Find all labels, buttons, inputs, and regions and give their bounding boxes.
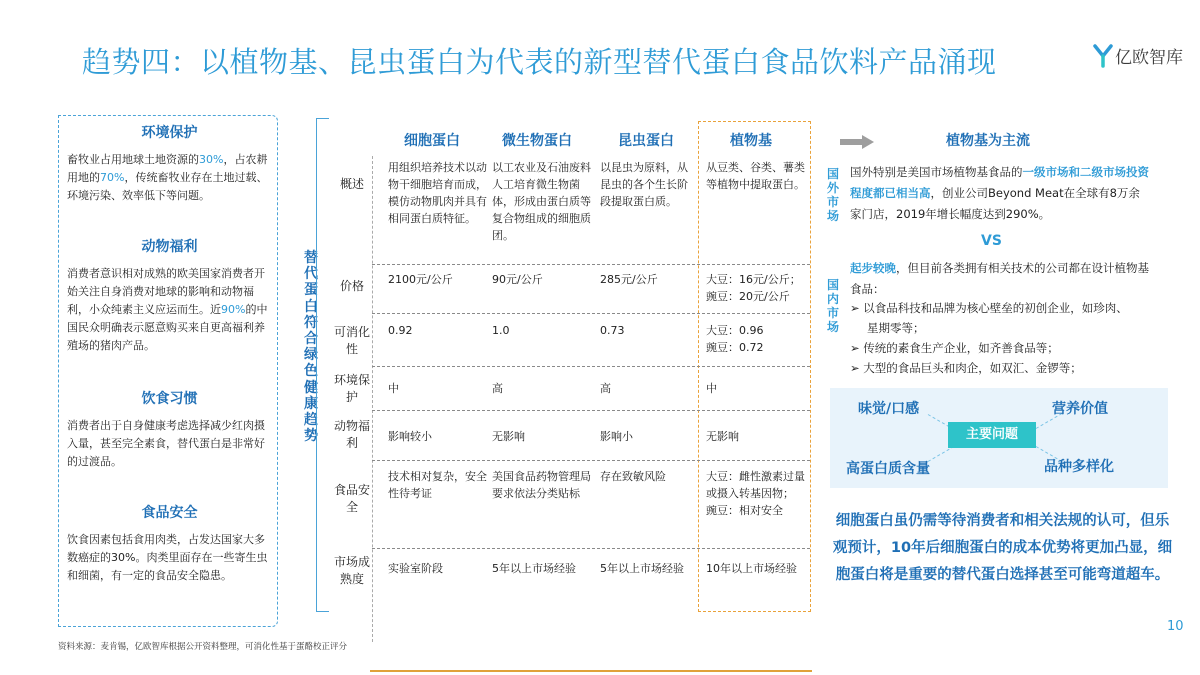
table-cell: 无影响 <box>706 430 739 443</box>
table-cell: 美国食品药物管理局要求依法分类贴标 <box>492 470 591 500</box>
vs-label: VS <box>981 233 1002 249</box>
logo-text: 亿欧智库 <box>1115 48 1183 68</box>
row-label: 食品安全 <box>333 483 370 514</box>
table-cell: 10年以上市场经验 <box>706 562 797 575</box>
table-cell: 大豆：16元/公斤；豌豆：20元/公斤 <box>706 273 801 303</box>
section-text: 畜牧业占用地球土地资源的30%，占农耕用地的70%，传统畜牧业存在土地过载、环境污染、效率低下等问题。 <box>67 153 268 202</box>
left-drivers-panel <box>58 115 278 627</box>
page-title: 趋势四：以植物基、昆虫蛋白为代表的新型替代蛋白食品饮料产品涌现 <box>82 45 997 79</box>
section-heading: 饮食习惯 <box>141 391 198 407</box>
row-label: 可消化性 <box>333 325 370 356</box>
table-cell: 90元/公斤 <box>492 273 543 286</box>
row-divider <box>372 313 810 314</box>
row-divider <box>372 410 810 411</box>
table-cell: 影响较小 <box>388 430 432 443</box>
table-cell: 2100元/公斤 <box>388 273 453 286</box>
table-cell: 5年以上市场经验 <box>492 562 576 575</box>
foreign-market-tag: 国外市场 <box>826 167 839 223</box>
column-divider <box>372 156 373 642</box>
row-divider <box>372 548 810 549</box>
source-note: 资料来源：麦肯锡，亿欧智库根据公开资料整理，可消化性基于蛋酪校正评分 <box>58 642 348 652</box>
row-divider <box>372 264 810 265</box>
table-cell: 影响小 <box>600 430 633 443</box>
table-cell: 中 <box>388 382 399 395</box>
table-cell: 大豆：0.96 豌豆：0.72 <box>706 324 764 354</box>
column-header: 细胞蛋白 <box>404 133 460 149</box>
section-animal-welfare <box>67 236 272 355</box>
row-divider <box>372 366 810 367</box>
table-cell: 技术相对复杂，安全性待考证 <box>388 470 487 500</box>
bottom-accent-line <box>370 670 812 672</box>
table-cell: 5年以上市场经验 <box>600 562 684 575</box>
row-divider <box>372 460 810 461</box>
table-cell: 285元/公斤 <box>600 273 658 286</box>
table-cell: 大豆：雌性激素过量或摄入转基因物； 豌豆：相对安全 <box>706 470 805 517</box>
row-label: 概述 <box>339 177 364 191</box>
bullet-item: ➢ 大型的食品巨头和肉企，如双汇、金锣等； <box>850 361 1082 375</box>
main-issue-badge: 主要问题 <box>948 422 1036 448</box>
issue-variety: 品种多样化 <box>1044 459 1114 475</box>
table-cell: 中 <box>706 382 717 395</box>
conclusion-text: 细胞蛋白虽仍需等待消费者和相关法规的认可，但乐观预计，10年后细胞蛋白的成本优势将更加凸显，细胞蛋白将是重要的替代蛋白选择甚至可能弯道超车。 <box>832 513 1173 583</box>
domestic-market-tag: 国内市场 <box>826 278 839 334</box>
row-label: 环境保护 <box>333 373 370 404</box>
bullet-item-cont: 星期零等； <box>867 321 925 335</box>
table-cell: 以昆虫为原料，从昆虫的各个生长阶段提取蛋白质。 <box>600 161 688 208</box>
section-heading: 食品安全 <box>141 505 198 521</box>
row-label: 动物福利 <box>333 419 370 450</box>
table-cell: 1.0 <box>492 324 510 337</box>
column-header: 微生物蛋白 <box>502 133 572 149</box>
column-header: 植物基 <box>730 133 772 149</box>
bullet-item: ➢ 传统的素食生产企业，如齐善食品等； <box>850 341 1059 355</box>
row-label: 市场成熟度 <box>333 555 370 586</box>
arrow-right-icon <box>840 134 874 153</box>
table-cell: 存在致敏风险 <box>600 470 666 483</box>
section-text: 消费者意识相对成熟的欧美国家消费者开始关注自身消费对地球的影响和动物福利，小众纯素主义应运而生。近90%的中国民众明确表示愿意购买来自更高福利养殖场的猪肉产品。 <box>67 267 268 352</box>
vertical-trend-label: 替代蛋白符合绿色健康趋势 <box>304 250 318 445</box>
issue-taste: 味觉/口感 <box>858 401 920 417</box>
table-cell: 0.92 <box>388 324 413 337</box>
table-cell: 0.73 <box>600 324 625 337</box>
column-header: 昆虫蛋白 <box>618 133 674 149</box>
section-heading: 动物福利 <box>141 239 198 255</box>
table-cell: 用组织培养技术以动物干细胞培育而成，模仿动物肌肉并具有相同蛋白质特征。 <box>388 161 487 225</box>
logo <box>1093 43 1183 68</box>
logo-mark-icon <box>1093 44 1113 68</box>
issue-nutrition: 营养价值 <box>1052 401 1108 417</box>
table-cell: 以工农业及石油废料人工培育微生物菌体，形成由蛋白质等复合物组成的细胞质团。 <box>492 161 591 242</box>
table-cell: 高 <box>492 382 503 395</box>
table-bracket <box>316 118 329 612</box>
bullet-item: ➢ 以食品科技和品牌为核心壁垒的初创企业，如珍肉、 <box>850 301 1128 315</box>
foreign-market-text: 国外特别是美国市场植物基食品的一级市场和二级市场投资程度都已相当高，创业公司Beyond Meat在全球有8万余家门店，2019年增长幅度达到290%。 <box>850 165 1149 221</box>
table-cell: 无影响 <box>492 430 525 443</box>
section-text: 消费者出于自身健康考虑选择减少红肉摄入量，甚至完全素食，替代蛋白是非常好的过渡品。 <box>67 419 265 468</box>
section-text: 饮食因素包括食用肉类，占发达国家大多数癌症的30%。肉类里面存在一些寄生虫和细菌，有一定的食品安全隐患。 <box>67 533 268 582</box>
row-label: 价格 <box>339 279 364 293</box>
domestic-market-text: 起步较晚，但目前各类拥有相关技术的公司都在设计植物基食品： <box>850 261 1149 296</box>
page-number: 10 <box>1167 619 1184 634</box>
issue-protein: 高蛋白质含量 <box>846 461 930 477</box>
section-food-safety <box>67 502 272 585</box>
table-cell: 高 <box>600 382 611 395</box>
right-heading: 植物基为主流 <box>946 133 1030 149</box>
table-cell: 实验室阶段 <box>388 562 443 575</box>
section-heading: 环境保护 <box>141 125 198 141</box>
table-cell: 从豆类、谷类、薯类等植物中提取蛋白。 <box>706 161 805 191</box>
section-environment <box>67 122 272 205</box>
section-diet-habits <box>67 388 272 471</box>
